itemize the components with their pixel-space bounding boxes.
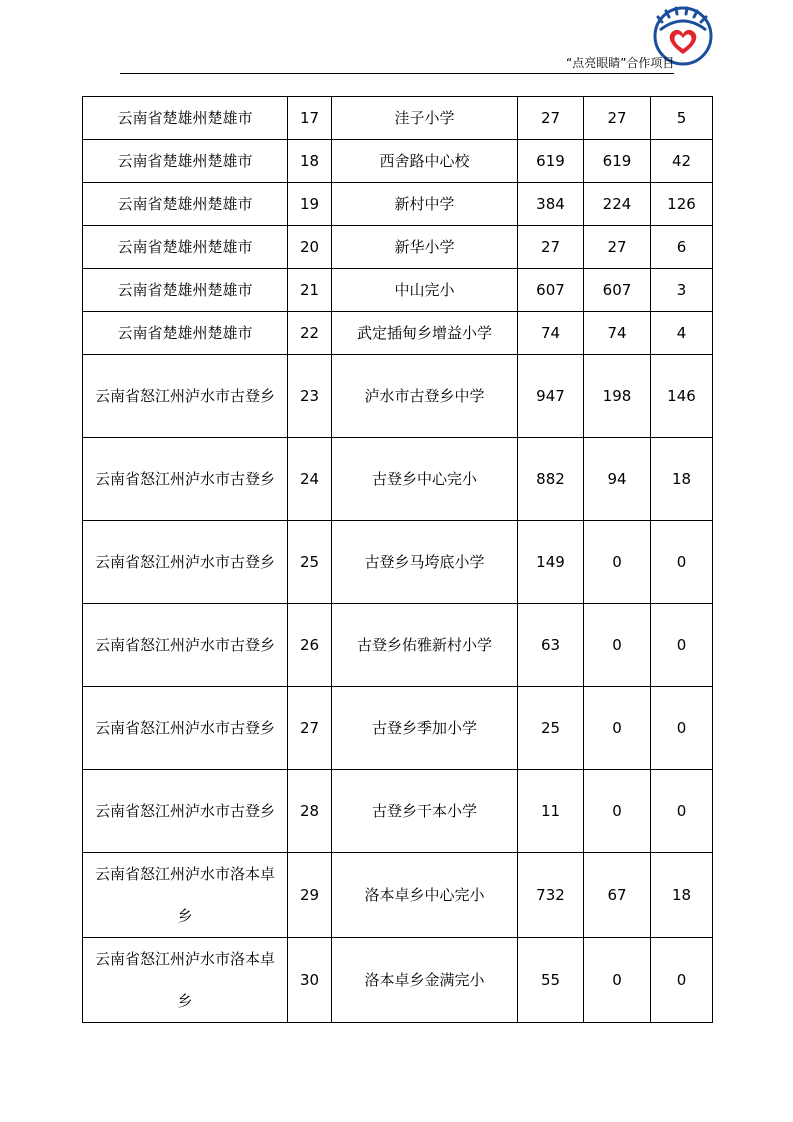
school-name-cell: 新华小学 bbox=[332, 226, 518, 269]
table-row bbox=[83, 687, 713, 770]
table-row bbox=[83, 312, 713, 355]
number-cell: 28 bbox=[288, 770, 332, 853]
number-cell: 29 bbox=[288, 853, 332, 938]
number-cell: 26 bbox=[288, 604, 332, 687]
region-cell: 云南省楚雄州楚雄市 bbox=[83, 312, 288, 355]
table-row bbox=[83, 183, 713, 226]
region-cell: 云南省楚雄州楚雄市 bbox=[83, 97, 288, 140]
number-cell: 25 bbox=[288, 521, 332, 604]
count-cell-1: 947 bbox=[518, 355, 584, 438]
school-name-cell: 洼子小学 bbox=[332, 97, 518, 140]
count-cell-2: 67 bbox=[584, 853, 651, 938]
count-cell-1: 25 bbox=[518, 687, 584, 770]
count-cell-3: 18 bbox=[651, 438, 713, 521]
count-cell-3: 0 bbox=[651, 770, 713, 853]
region-cell: 云南省楚雄州楚雄市 bbox=[83, 140, 288, 183]
count-cell-2: 198 bbox=[584, 355, 651, 438]
count-cell-3: 126 bbox=[651, 183, 713, 226]
number-cell: 21 bbox=[288, 269, 332, 312]
school-name-cell: 古登乡干本小学 bbox=[332, 770, 518, 853]
count-cell-1: 11 bbox=[518, 770, 584, 853]
region-cell: 云南省怒江州泸水市洛本卓乡 bbox=[83, 938, 288, 1023]
count-cell-2: 27 bbox=[584, 226, 651, 269]
number-cell: 27 bbox=[288, 687, 332, 770]
region-cell: 云南省怒江州泸水市古登乡 bbox=[83, 355, 288, 438]
count-cell-1: 55 bbox=[518, 938, 584, 1023]
number-cell: 22 bbox=[288, 312, 332, 355]
region-cell: 云南省楚雄州楚雄市 bbox=[83, 269, 288, 312]
number-cell: 19 bbox=[288, 183, 332, 226]
school-name-cell: 洛本卓乡中心完小 bbox=[332, 853, 518, 938]
table-row bbox=[83, 226, 713, 269]
count-cell-1: 619 bbox=[518, 140, 584, 183]
count-cell-1: 607 bbox=[518, 269, 584, 312]
school-name-cell: 泸水市古登乡中学 bbox=[332, 355, 518, 438]
school-name-cell: 古登乡马垮底小学 bbox=[332, 521, 518, 604]
count-cell-3: 0 bbox=[651, 604, 713, 687]
region-cell: 云南省怒江州泸水市古登乡 bbox=[83, 770, 288, 853]
count-cell-2: 74 bbox=[584, 312, 651, 355]
count-cell-2: 0 bbox=[584, 687, 651, 770]
school-screening-table bbox=[82, 96, 713, 1023]
region-cell: 云南省怒江州泸水市洛本卓乡 bbox=[83, 853, 288, 938]
count-cell-1: 732 bbox=[518, 853, 584, 938]
count-cell-3: 0 bbox=[651, 687, 713, 770]
number-cell: 20 bbox=[288, 226, 332, 269]
region-cell: 云南省楚雄州楚雄市 bbox=[83, 226, 288, 269]
school-name-cell: 新村中学 bbox=[332, 183, 518, 226]
count-cell-2: 224 bbox=[584, 183, 651, 226]
table-row bbox=[83, 853, 713, 938]
table-row bbox=[83, 97, 713, 140]
table-row bbox=[83, 269, 713, 312]
count-cell-1: 74 bbox=[518, 312, 584, 355]
count-cell-1: 27 bbox=[518, 97, 584, 140]
count-cell-2: 27 bbox=[584, 97, 651, 140]
count-cell-1: 149 bbox=[518, 521, 584, 604]
table-row bbox=[83, 770, 713, 853]
region-cell: 云南省怒江州泸水市古登乡 bbox=[83, 521, 288, 604]
number-cell: 24 bbox=[288, 438, 332, 521]
count-cell-1: 27 bbox=[518, 226, 584, 269]
count-cell-2: 607 bbox=[584, 269, 651, 312]
count-cell-3: 4 bbox=[651, 312, 713, 355]
region-cell: 云南省怒江州泸水市古登乡 bbox=[83, 604, 288, 687]
count-cell-2: 0 bbox=[584, 938, 651, 1023]
region-cell: 云南省楚雄州楚雄市 bbox=[83, 183, 288, 226]
number-cell: 17 bbox=[288, 97, 332, 140]
table-row bbox=[83, 521, 713, 604]
project-header-text: “点亮眼睛”合作项目 bbox=[566, 56, 675, 70]
number-cell: 18 bbox=[288, 140, 332, 183]
header-divider bbox=[120, 73, 674, 74]
school-name-cell: 西舍路中心校 bbox=[332, 140, 518, 183]
count-cell-2: 619 bbox=[584, 140, 651, 183]
count-cell-3: 42 bbox=[651, 140, 713, 183]
count-cell-2: 0 bbox=[584, 770, 651, 853]
table-row bbox=[83, 938, 713, 1023]
count-cell-1: 384 bbox=[518, 183, 584, 226]
count-cell-1: 882 bbox=[518, 438, 584, 521]
school-name-cell: 武定插甸乡增益小学 bbox=[332, 312, 518, 355]
count-cell-3: 146 bbox=[651, 355, 713, 438]
table-row bbox=[83, 438, 713, 521]
count-cell-3: 3 bbox=[651, 269, 713, 312]
count-cell-3: 0 bbox=[651, 938, 713, 1023]
school-name-cell: 古登乡佑雅新村小学 bbox=[332, 604, 518, 687]
table-row bbox=[83, 604, 713, 687]
school-name-cell: 洛本卓乡金满完小 bbox=[332, 938, 518, 1023]
table-row bbox=[83, 140, 713, 183]
count-cell-3: 0 bbox=[651, 521, 713, 604]
count-cell-2: 0 bbox=[584, 521, 651, 604]
count-cell-2: 94 bbox=[584, 438, 651, 521]
count-cell-3: 6 bbox=[651, 226, 713, 269]
school-name-cell: 古登乡中心完小 bbox=[332, 438, 518, 521]
count-cell-1: 63 bbox=[518, 604, 584, 687]
count-cell-2: 0 bbox=[584, 604, 651, 687]
number-cell: 30 bbox=[288, 938, 332, 1023]
count-cell-3: 5 bbox=[651, 97, 713, 140]
region-cell: 云南省怒江州泸水市古登乡 bbox=[83, 438, 288, 521]
number-cell: 23 bbox=[288, 355, 332, 438]
school-name-cell: 古登乡季加小学 bbox=[332, 687, 518, 770]
school-name-cell: 中山完小 bbox=[332, 269, 518, 312]
count-cell-3: 18 bbox=[651, 853, 713, 938]
region-cell: 云南省怒江州泸水市古登乡 bbox=[83, 687, 288, 770]
table-row bbox=[83, 355, 713, 438]
